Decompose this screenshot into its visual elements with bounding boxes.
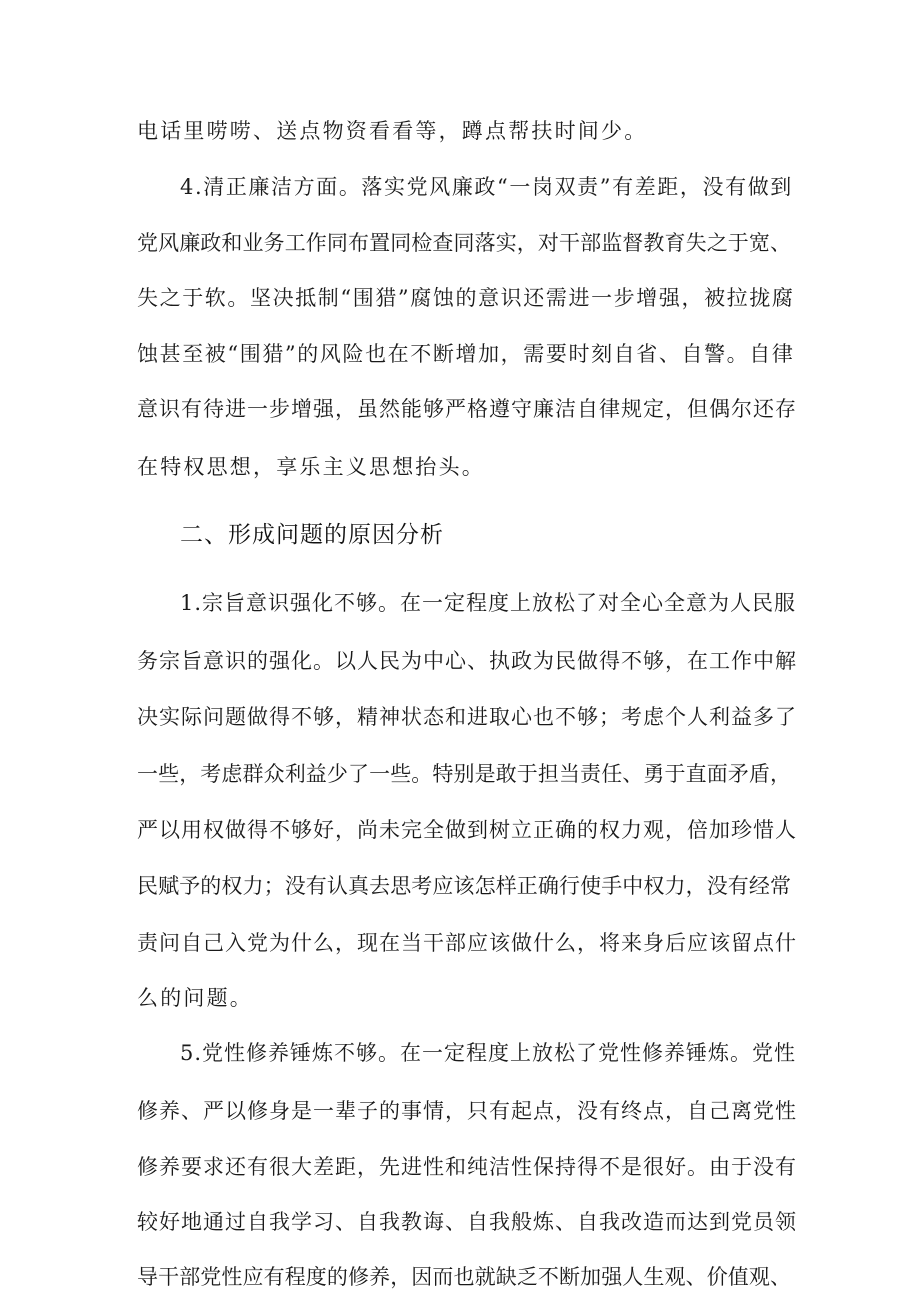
text-line: 务宗旨意识的强化。以人民为中心、执政为民做得不够，在工作中解	[137, 649, 797, 673]
text-line: 修养、严以修身是一辈子的事情，只有起点，没有终点，自己离党性	[137, 1099, 797, 1123]
text-line: 导干部党性应有程度的修养，因而也就缺乏不断加强人生观、价值观、	[137, 1265, 792, 1289]
section-heading: 二、形成问题的原因分析	[180, 522, 444, 548]
text-line: 失之于软。坚决抵制“围猎”腐蚀的意识还需进一步增强，被拉拢腐	[137, 286, 795, 310]
text-line: 蚀甚至被“围猎”的风险也在不断增加，需要时刻自省、自警。自律	[137, 342, 795, 366]
text-line: 严以用权做得不够好，尚未完全做到树立正确的权力观，倍加珍惜人	[137, 818, 797, 842]
text-line: 1.宗旨意识强化不够。在一定程度上放松了对全心全意为人民服	[180, 591, 797, 615]
text-line: 决实际问题做得不够，精神状态和进取心也不够；考虑个人利益多了	[137, 705, 797, 729]
text-line: 5.党性修养锤炼不够。在一定程度上放松了党性修养锤炼。党性	[180, 1041, 797, 1065]
text-line: 党风廉政和业务工作同布置同检查同落实，对干部监督教育失之于宽、	[137, 231, 792, 255]
text-line: 修养要求还有很大差距，先进性和纯洁性保持得不是很好。由于没有	[137, 1155, 797, 1179]
text-line: 一些，考虑群众利益少了一些。特别是敢于担当责任、勇于直面矛盾，	[137, 762, 792, 786]
text-line: 民赋予的权力；没有认真去思考应该怎样正确行使手中权力，没有经常	[137, 874, 792, 898]
text-line: 电话里唠唠、送点物资看看等，蹲点帮扶时间少。	[137, 119, 648, 143]
text-line: 责问自己入党为什么，现在当干部应该做什么，将来身后应该留点什	[137, 931, 797, 955]
text-line: 较好地通过自我学习、自我教诲、自我般炼、自我改造而达到党员领	[137, 1210, 797, 1234]
text-line: 么的问题。	[137, 986, 253, 1010]
text-line: 意识有待进一步增强，虽然能够严格遵守廉洁自律规定，但偶尔还存	[137, 397, 797, 421]
text-line: 在特权思想，享乐主义思想抬头。	[137, 455, 485, 479]
text-line: 4.清正廉洁方面。落实党风廉政“一岗双责”有差距，没有做到	[180, 175, 793, 199]
